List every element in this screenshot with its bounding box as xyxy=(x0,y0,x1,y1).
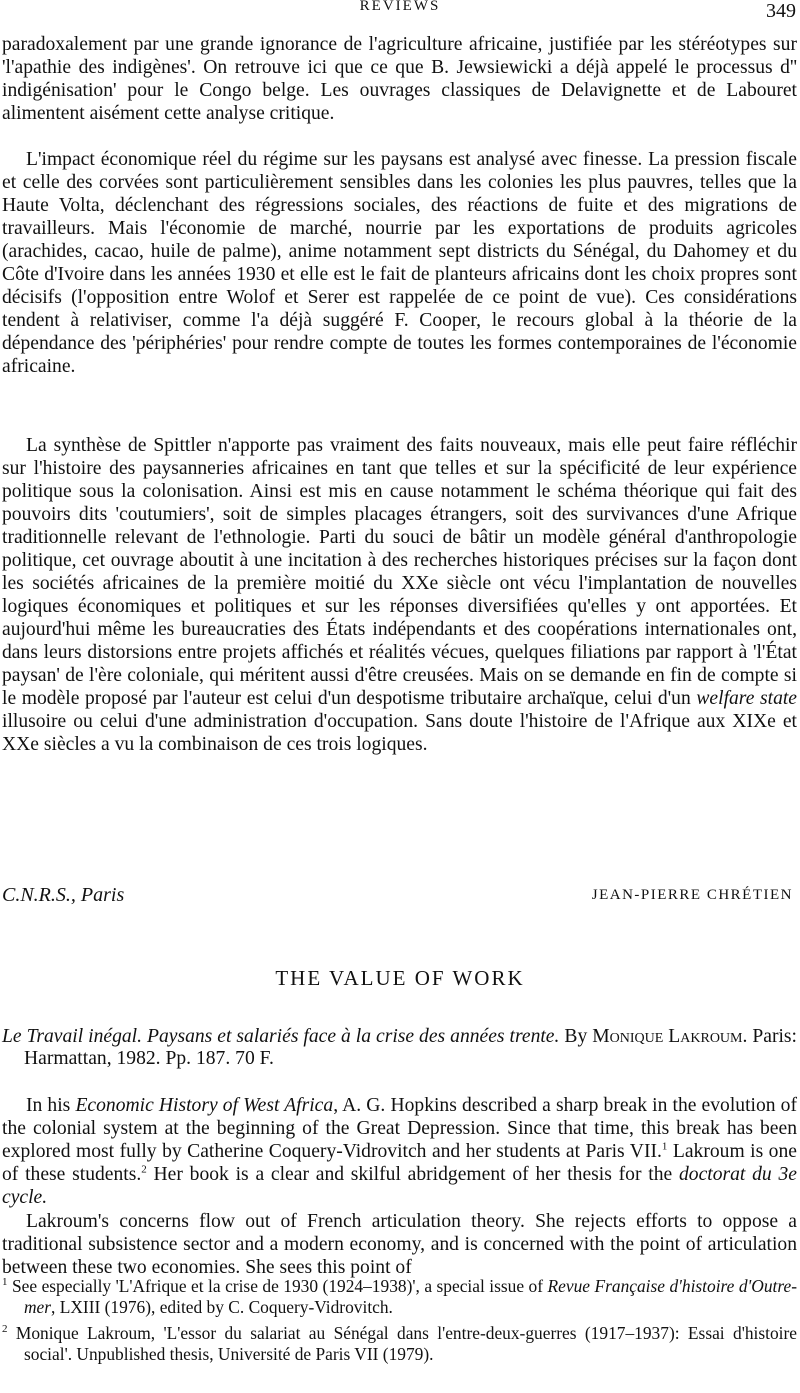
review2-p1-d: Her book is a clear and skilful abridgement of her thesis for the xyxy=(146,1164,673,1185)
review2-p1-b: , A. G. Hopkins described a sharp break in the evolution of the colonial system at the beginning of the Great Depression. Since that time, this break has been explored most fully by Catherine Coquery-Vidrovitch and her students at Paris VII. xyxy=(2,1095,798,1162)
footnote-1-text-b: , LXIII (1976), edited by C. Coquery-Vidrovitch. xyxy=(51,1297,393,1317)
review1-paragraph-3-text-b: illusoire ou celui d'une administration d'occupation. Sans doute l'histoire de l'Afrique aux XIXe et XXe siècles a vu la combinaison de ces trois logiques. xyxy=(2,711,797,755)
footnote-2 xyxy=(2,1323,797,1365)
review2-bibliographic-entry xyxy=(2,1026,797,1070)
book-publication: . Paris: Harmattan, 1982. Pp. 187. 70 F. xyxy=(24,1026,798,1069)
review1-signature xyxy=(2,884,797,908)
review2-paragraph-1 xyxy=(2,1094,797,1209)
footnote-1 xyxy=(2,1276,797,1318)
page-number: 349 xyxy=(766,0,796,22)
footnote-2-number: 2 xyxy=(2,1323,8,1336)
review1-paragraph-3-text-a: La synthèse de Spittler n'apporte pas vraiment des faits nouveaux, mais elle peut faire réfléchir sur l'histoire des paysanneries africaines en tant que telles et sur la spécificité de leur expérience politique sous la colonisation. Ainsi est mis en cause notamment le schéma théorique qui fait des pouvoirs dits 'coutumiers', soit de simples placages étrangers, soit des survivances d'une Afrique traditionnelle relevant de l'ethnologie. Parti du souci de bâtir un modèle général d'anthropologie politique, cet ouvrage aboutit à une incitation à des recherches historiques précises sur la façon dont les sociétés africaines de la première moitié du XXe siècle ont vécu l'implantation de nouvelles logiques économiques et politiques et sur les réponses diversifiées qu'elles y ont apportées. Et aujourd'hui même les bureaucraties des États indépendants et des coopérations internationales ont, dans leurs distorsions entre projets affichés et réalités vécues, quelques filiations par rapport à 'l'État paysan' de l'ère coloniale, qui méritent aussi d'être creusées. Mais on se demande en fin de compte si le modèle proposé par l'auteur est celui d'un despotisme tributaire archaïque, celui d'un xyxy=(2,435,797,709)
review1-paragraph-2: L'impact économique réel du régime sur les paysans est analysé avec finesse. La pression fiscale et celle des corvées sont particulièrement sensibles dans les colonies les plus pauvres, telles que la Haute Volta, déclenchant des régressions sociales, des réactions de fuite et des migrations de travailleurs. Mais l'économie de marché, nourrie par les exportations de produits agricoles (arachides, cacao, huile de palme), anime notamment sept districts du Sénégal, du Dahomey et du Côte d'Ivoire dans les années 1930 et elle est le fait de planteurs africains dont les choix propres sont décisifs (l'opposition entre Wolof et Serer est rappelée de ce point de vue). Ces considérations tendent à relativiser, comme l'a déjà suggéré F. Cooper, le recours global à la théorie de la dépendance des 'périphéries' pour rendre compte de toutes les formes contemporaines de l'économie africaine. xyxy=(2,149,797,377)
book-title: Le Travail inégal. Paysans et salariés face à la crise des années trente. xyxy=(2,1026,560,1047)
running-head xyxy=(0,0,800,22)
footnote-ref-1[interactable]: 1 xyxy=(661,1140,668,1153)
review2-p1-c: Lakroum is one of these students. xyxy=(2,1141,797,1185)
book-by: By xyxy=(564,1026,588,1047)
signature-author: JEAN-PIERRE CHRÉTIEN xyxy=(591,887,793,903)
review2-paragraph-2: Lakroum's concerns flow out of French articulation theory. She rejects efforts to oppose a traditional subsistence sector and a modern economy, and is concerned with the point of articulation between these two economies. She sees this point of xyxy=(2,1211,797,1278)
footnote-1-text-a: See especially 'L'Afrique et la crise de 1930 (1924–1938)', a special issue of xyxy=(11,1276,544,1296)
review1-italic-term: welfare state xyxy=(696,688,798,709)
review2-heading: THE VALUE OF WORK xyxy=(275,966,525,990)
footnote-2-text: Monique Lakroum, 'L'essor du salariat au Sénégal dans l'entre-deux-guerres (1917–1937): Essai d'histoire social'. Unpublished thesis, Université de Paris VII (1979). xyxy=(15,1323,797,1364)
footnote-ref-2[interactable]: 2 xyxy=(141,1163,147,1176)
review1-paragraph-3 xyxy=(2,434,797,756)
footnote-1-number: 1 xyxy=(2,1276,8,1289)
footnote-1-journal: Revue Française d'histoire d'Outre-mer xyxy=(24,1276,797,1317)
review2-p1-italic2: doctorat du 3e cycle. xyxy=(2,1164,797,1208)
running-head-title: REVIEWS xyxy=(359,0,441,14)
signature-place: C.N.R.S., Paris xyxy=(2,884,125,906)
review2-p1-italic1: Economic History of West Africa xyxy=(75,1095,334,1116)
review2-p1-a: In his xyxy=(26,1095,71,1116)
review1-paragraph-1: paradoxalement par une grande ignorance de l'agriculture africaine, justifiée par les stéréotypes sur 'l'apathie des indigènes'. On retrouve ici que ce que B. Jewsiewicki a déjà appelé le processus d'' indigénisation' pour le Congo belge. Les ouvrages classiques de Delavignette et de Labouret alimentent aisément cette analyse critique. xyxy=(2,34,797,124)
book-author: Monique Lakroum xyxy=(592,1026,743,1047)
